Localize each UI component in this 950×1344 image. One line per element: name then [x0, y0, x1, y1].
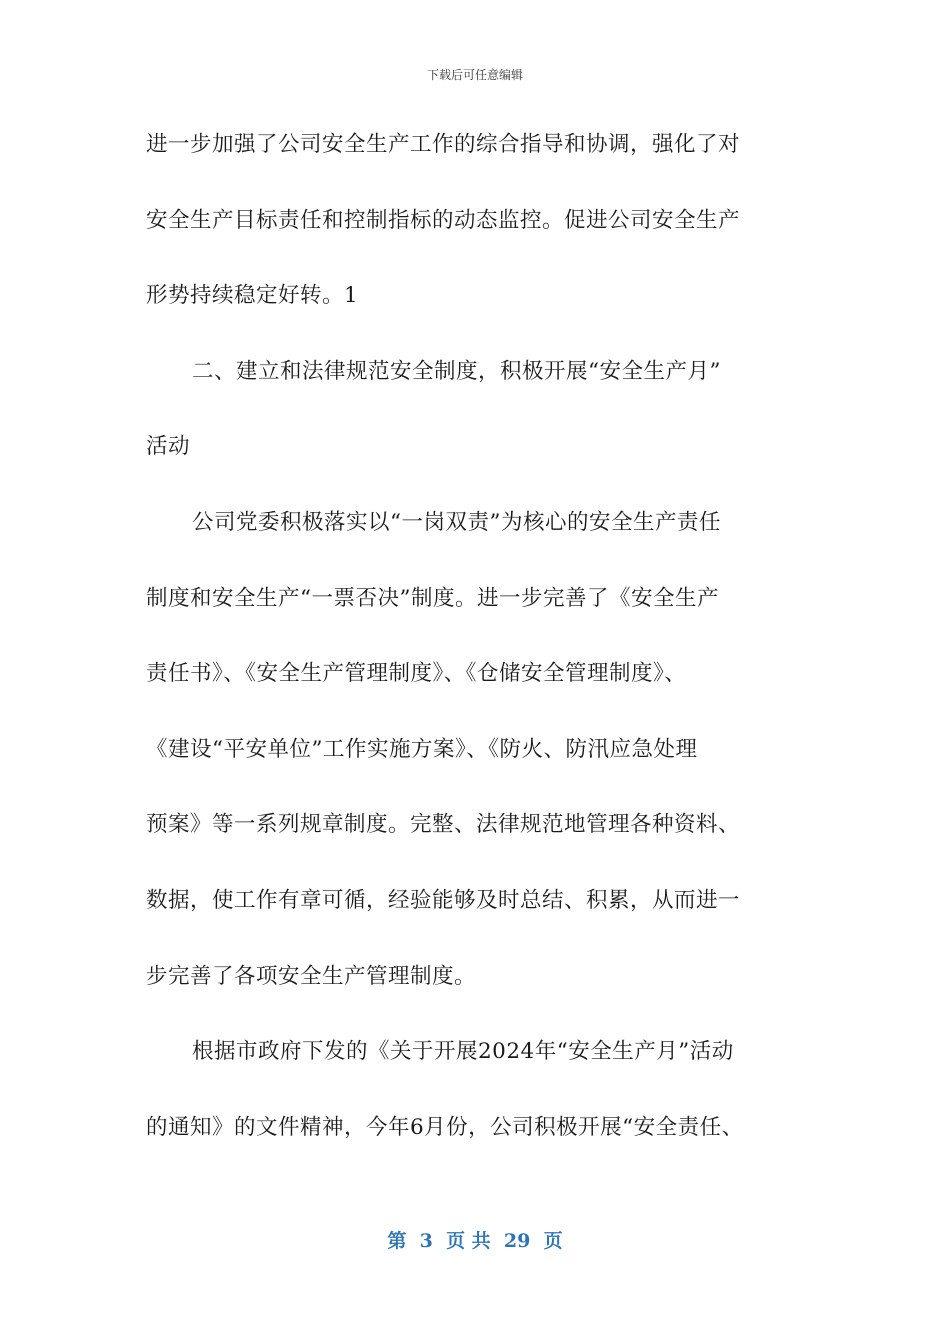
body-line: 制度和安全生产“一票否决”制度。进一步完善了《安全生产: [146, 585, 719, 611]
body-line: 预案》等一系列规章制度。完整、法律规范地管理各种资料、: [146, 812, 741, 838]
body-line: 步完善了各项安全生产管理制度。: [146, 963, 477, 989]
page-footer-page-number: 第 3 页 共 29 页: [387, 1230, 563, 1252]
section-heading-line: 二、建立和法律规范安全制度，积极开展“安全生产月”: [192, 358, 721, 384]
document-body: [146, 127, 806, 1185]
page-header: 下载后可任意编辑: [426, 68, 523, 82]
body-line: 数据，使工作有章可循，经验能够及时总结、积累，从而进一: [146, 887, 741, 913]
body-line: 进一步加强了公司安全生产工作的综合指导和协调，强化了对: [146, 132, 741, 157]
body-line: 安全生产目标责任和控制指标的动态监控。促进公司安全生产: [146, 207, 741, 233]
body-line: 的通知》的文件精神，今年6月份，公司积极开展“安全责任、: [146, 1114, 744, 1140]
body-line: 形势持续稳定好转。1: [146, 283, 359, 309]
body-line: 根据市政府下发的《关于开展2024年“安全生产月”活动: [192, 1039, 734, 1065]
body-line: 《建设“平安单位”工作实施方案》、《防火、防汛应急处理: [146, 736, 698, 762]
body-line: 责任书》、《安全生产管理制度》、《仓储安全管理制度》、: [146, 661, 687, 687]
section-heading-line: 活动: [146, 434, 191, 460]
body-line: 公司党委积极落实以“一岗双责”为核心的安全生产责任: [192, 509, 721, 535]
